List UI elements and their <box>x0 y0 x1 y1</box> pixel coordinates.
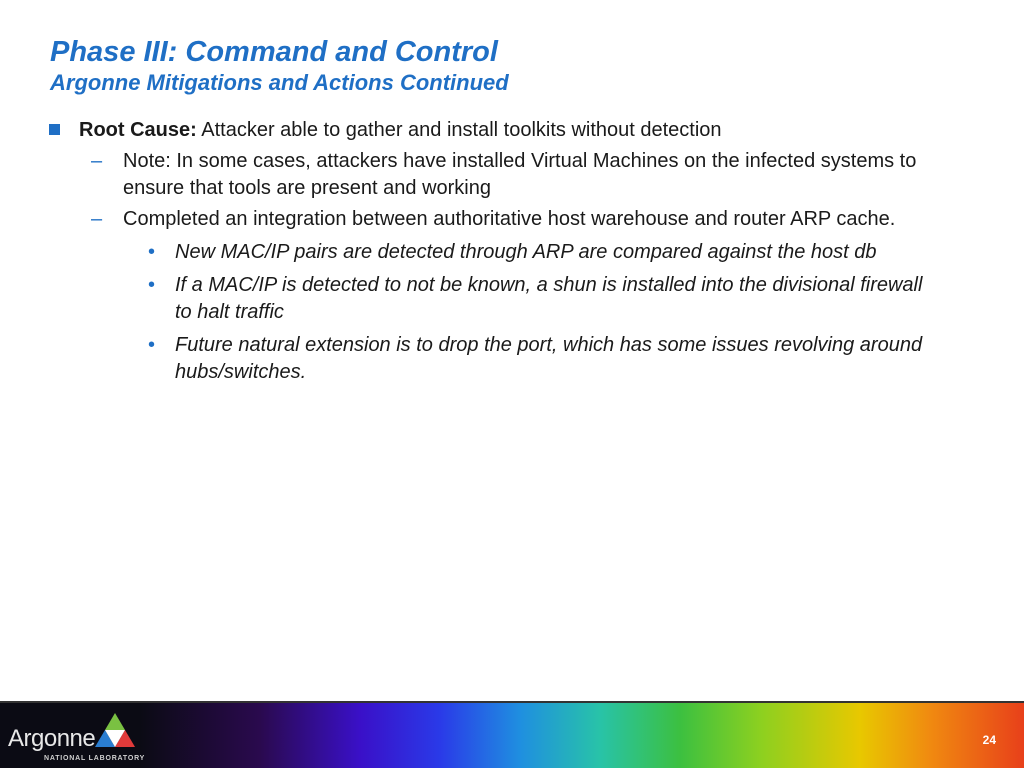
square-bullet-icon <box>49 124 60 135</box>
bullet-root-cause <box>48 117 928 144</box>
sub-bullet-text: Note: In some cases, attackers have installed Virtual Machines on the infected systems to ensure that tools are present and working <box>123 150 917 199</box>
sub-bullet-note <box>48 148 928 202</box>
dash-bullet-icon: – <box>91 150 103 172</box>
detail-bullet-future <box>48 332 928 386</box>
slide-title: Phase III: Command and Control <box>50 36 498 68</box>
root-cause-label: Root Cause: <box>79 119 197 141</box>
root-cause-text: Attacker able to gather and install toolkits without detection <box>196 119 722 141</box>
dot-bullet-icon: • <box>148 274 156 296</box>
argonne-logo-text: Argonne <box>8 725 96 752</box>
dot-bullet-icon: • <box>148 334 156 356</box>
footer-bar <box>0 701 1024 768</box>
slide-content <box>48 117 928 386</box>
detail-bullet-text: Future natural extension is to drop the port, which has some issues revolving around hubs/switches. <box>175 334 923 383</box>
detail-bullet-text: New MAC/IP pairs are detected through ARP are compared against the host db <box>175 241 877 263</box>
argonne-logo-tagline: NATIONAL LABORATORY <box>44 755 146 762</box>
detail-bullet-mac-ip-pairs <box>48 239 928 266</box>
detail-bullet-shun <box>48 272 928 326</box>
sub-bullet-integration <box>48 206 928 233</box>
sub-bullet-text: Completed an integration between authoritative host warehouse and router ARP cache. <box>123 208 896 230</box>
detail-bullet-text: If a MAC/IP is detected to not be known, a shun is installed into the divisional firewall to halt traffic <box>175 274 923 323</box>
dot-bullet-icon: • <box>148 241 156 263</box>
page-number: 24 <box>982 733 996 747</box>
dash-bullet-icon: – <box>91 208 103 230</box>
slide-subtitle: Argonne Mitigations and Actions Continued <box>50 70 509 95</box>
argonne-triangle-logo-icon <box>94 711 136 751</box>
